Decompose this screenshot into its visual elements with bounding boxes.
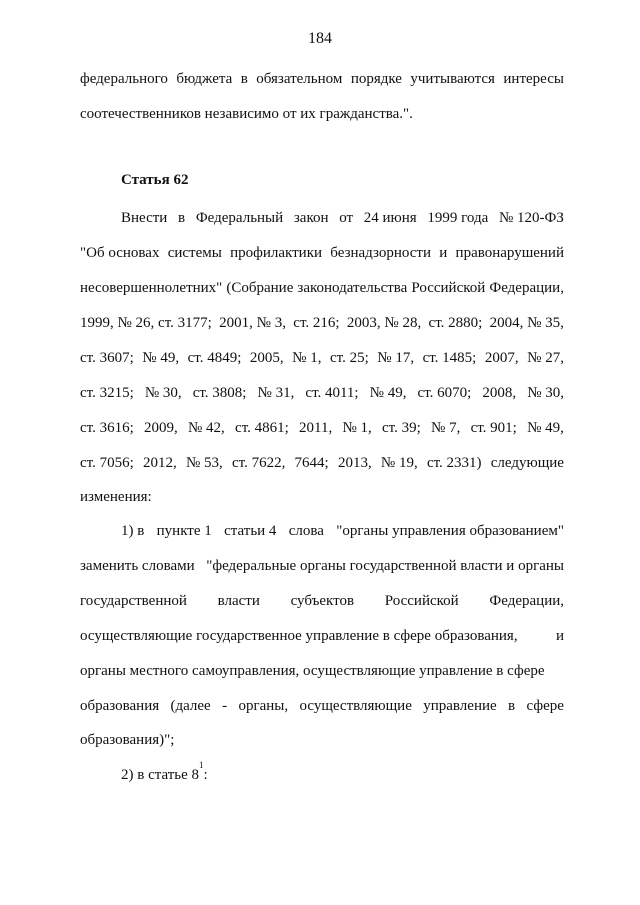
word: 2013, [337, 455, 372, 471]
text-line-item1-7 [80, 730, 564, 750]
word: 1) в [121, 523, 145, 539]
word: ст. 216; [293, 315, 340, 331]
word: Российской [384, 593, 459, 609]
text: : [203, 767, 208, 783]
word: власти [217, 593, 260, 609]
text-line-item2 [121, 760, 564, 785]
word: № 30, [144, 385, 182, 401]
text-line-item1-4 [80, 626, 564, 646]
word: в [240, 71, 248, 87]
superscript: 1 [199, 760, 204, 770]
word: управление [423, 698, 497, 714]
word: пункте 1 [156, 523, 212, 539]
word: закон [293, 210, 329, 226]
word: ст. 3607; [80, 350, 134, 366]
word: 2009, [144, 420, 178, 436]
word: № 42, [187, 420, 225, 436]
word: № 7, [431, 420, 461, 436]
word: № 1, [292, 350, 322, 366]
word: "органы управления образованием" [336, 523, 564, 539]
word: ст. 4861; [235, 420, 289, 436]
text: 2) в статье 8 [121, 767, 200, 783]
word: ст. 7622, [231, 455, 286, 471]
word: № 1, [342, 420, 372, 436]
word: системы [167, 245, 222, 261]
word: осуществляющие [299, 698, 412, 714]
word: органы местного самоуправления, осуществляющие управление в сфере [80, 663, 545, 679]
word: № 49, [369, 385, 407, 401]
page-number: 184 [308, 30, 332, 47]
word: Федерации, [489, 593, 564, 609]
word: 2007, [484, 350, 519, 366]
text-line-body-9 [80, 487, 564, 507]
word: федерального [80, 71, 168, 87]
word: 1999, № 26, ст. 3177; [80, 315, 212, 331]
word: № 30, [527, 385, 564, 401]
word: сфере [526, 698, 564, 714]
word: статьи 4 [224, 523, 277, 539]
word: № 49, [142, 350, 180, 366]
word: от [339, 210, 354, 226]
word: 2004, № 35, [489, 315, 564, 331]
word: профилактики [230, 245, 323, 261]
text-line-body-2 [80, 243, 564, 263]
word: государственной [80, 593, 187, 609]
word: "федеральные органы государственной власти и органы [206, 558, 564, 574]
word: законодательства [297, 280, 408, 296]
word: ст. 25; [329, 350, 369, 366]
text-line-body-8 [80, 453, 564, 473]
word: учитываются [410, 71, 495, 87]
word: субъектов [290, 593, 355, 609]
word: ст. 901; [470, 420, 517, 436]
word: следующие [490, 455, 564, 471]
text-line-intro-2 [80, 104, 564, 124]
word: ст. 4849; [187, 350, 242, 366]
word: 2005, [249, 350, 284, 366]
word: (Собрание [226, 280, 294, 296]
word: № 19, [380, 455, 418, 471]
word: 7644; [294, 455, 329, 471]
word: ст. 2880; [428, 315, 483, 331]
word: несовершеннолетних" [80, 280, 223, 296]
word: Федерации, [489, 280, 564, 296]
word: Федеральный [195, 210, 284, 226]
word: и [555, 628, 564, 644]
word: 24 июня [363, 210, 417, 226]
word: ст. 4011; [305, 385, 359, 401]
word: 2012, [142, 455, 177, 471]
article-heading: Статья 62 [121, 172, 189, 188]
word: осуществляющие государственное управление в сфере образования, [80, 628, 518, 644]
word: 1999 года [427, 210, 489, 226]
word: 2001, № 3, [219, 315, 286, 331]
word: в [508, 698, 516, 714]
word: в [178, 210, 186, 226]
text-line-item1-2 [80, 556, 564, 576]
word: № 120-ФЗ [499, 210, 564, 226]
text: изменения: [80, 489, 152, 505]
word: 2003, № 28, [346, 315, 422, 331]
word: ст. 3215; [80, 385, 134, 401]
text-line-body-1 [121, 208, 564, 228]
text-line-item1-6 [80, 696, 564, 716]
text: образования)"; [80, 732, 175, 748]
word: № 27, [527, 350, 564, 366]
word: безнадзорности [330, 245, 431, 261]
word: ст. 6070; [417, 385, 472, 401]
word: "Об основах [80, 245, 160, 261]
text-line-body-5 [80, 348, 564, 368]
text: соотечественников независимо от их гражданства.". [80, 106, 413, 122]
word: заменить словами [80, 558, 195, 574]
word: Российской [411, 280, 486, 296]
word: ст. 1485; [422, 350, 477, 366]
text-line-intro-1 [80, 69, 564, 89]
text-line-body-7 [80, 418, 564, 438]
word: ст. 39; [382, 420, 421, 436]
word: бюджета [176, 71, 233, 87]
word: ст. 3616; [80, 420, 134, 436]
word: интересы [503, 71, 564, 87]
word: порядке [350, 71, 402, 87]
word: обязательном [256, 71, 343, 87]
text-line-item1-3 [80, 591, 564, 611]
text-line-item1-1 [121, 521, 564, 541]
word: ст. 3808; [192, 385, 247, 401]
word: (далее [170, 698, 211, 714]
word: № 49, [527, 420, 564, 436]
word: образования [80, 698, 160, 714]
word: № 53, [185, 455, 223, 471]
word: правонарушений [455, 245, 564, 261]
word: слова [288, 523, 324, 539]
word: - [222, 698, 228, 714]
word: № 31, [257, 385, 295, 401]
word: № 17, [377, 350, 415, 366]
text-line-item1-5 [80, 661, 564, 681]
word: 2011, [299, 420, 333, 436]
text-line-body-6 [80, 383, 564, 403]
word: органы, [238, 698, 289, 714]
word: ст. 2331) [426, 455, 482, 471]
word: Внести [121, 210, 168, 226]
text-line-body-4 [80, 313, 564, 333]
word: 2008, [482, 385, 517, 401]
text-line-body-3 [80, 278, 564, 298]
word: и [439, 245, 448, 261]
word: ст. 7056; [80, 455, 134, 471]
